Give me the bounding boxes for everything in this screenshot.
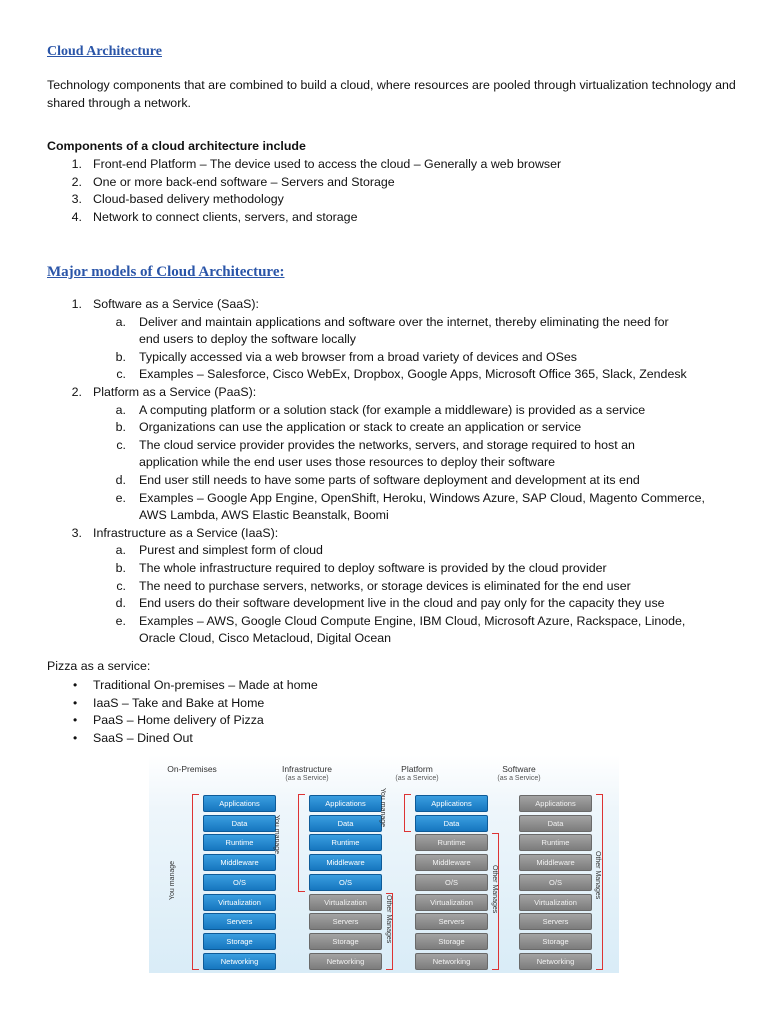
pizza-item: Traditional On-premises – Made at home [93, 678, 318, 692]
stack-layer: Applications [519, 795, 592, 812]
stack-layer: Data [203, 815, 276, 832]
column-title-text: On-Premises [167, 764, 217, 774]
stack-layer: Storage [203, 933, 276, 950]
models-heading: Major models of Cloud Architecture: [47, 264, 285, 280]
stack-layer: Runtime [309, 834, 382, 851]
sub-item-text: Typically accessed via a web browser from a broad variety of devices and OSes [139, 349, 578, 364]
model-title: Software as a Service (SaaS): [93, 297, 259, 311]
stack-layer: Middleware [203, 854, 276, 871]
intro-paragraph: Technology components that are combined to build a cloud, where resources are pooled through virtualization technology and shared through a network. [47, 78, 736, 110]
column-subtitle: (as a Service) [395, 775, 439, 782]
bullet-icon: • [73, 730, 78, 745]
other-manages-label: Other Manages [385, 895, 392, 944]
sub-item-letter: a. [115, 314, 126, 329]
stack-layer: Networking [203, 953, 276, 970]
bullet-icon: • [73, 678, 78, 692]
list-item: One or more back-end software – Servers and Storage [93, 174, 395, 189]
pizza-title: Pizza as a service: [47, 659, 151, 673]
stack-layer: Servers [309, 913, 382, 930]
column-title [267, 764, 347, 784]
sub-item-text: The cloud service provider provides the networks, servers, and storage required to host an [139, 437, 635, 452]
model-number: 1. [71, 297, 82, 311]
list-number: 1. [71, 157, 82, 171]
sub-item-letter: c. [116, 578, 126, 593]
model-title: Platform as a Service (PaaS): [93, 385, 257, 399]
stack-layer: Virtualization [415, 894, 488, 911]
stack-layer: Virtualization [203, 894, 276, 911]
sub-item-text: Examples – AWS, Google Cloud Compute Engine, IBM Cloud, Microsoft Azure, Rackspace, Linode, [139, 613, 686, 628]
stack-layer: Data [519, 815, 592, 832]
list-number: 4. [71, 209, 82, 224]
stack-layer: Applications [203, 795, 276, 812]
sub-item-text: Organizations can use the application or stack to create an application or service [139, 420, 582, 435]
list-item: Cloud-based delivery methodology [93, 192, 284, 207]
column-title-text: Platform [401, 764, 433, 774]
you-manage-label: You manage [379, 788, 386, 828]
stack-layer: Servers [519, 913, 592, 930]
list-number: 3. [71, 192, 82, 207]
sub-item-letter: b. [115, 561, 126, 575]
model-title: Infrastructure as a Service (IaaS): [93, 525, 279, 540]
pizza-item: IaaS – Take and Bake at Home [93, 695, 265, 710]
pizza-item: PaaS – Home delivery of Pizza [93, 713, 264, 728]
column-title [377, 764, 457, 784]
you-manage-bracket [298, 794, 305, 892]
stack-layer: Servers [415, 913, 488, 930]
stack-layer: Virtualization [309, 894, 382, 911]
sub-item-text: Examples – Google App Engine, OpenShift, Heroku, Windows Azure, SAP Cloud, Magento Commerce, [139, 490, 705, 505]
model-number: 2. [71, 385, 82, 399]
stack-layer: Storage [519, 933, 592, 950]
stack-layer: O/S [415, 874, 488, 891]
sub-item-letter: e. [115, 613, 126, 628]
stack-layer: Runtime [203, 834, 276, 851]
you-manage-label: You manage [273, 815, 280, 855]
stack-layer: Storage [415, 933, 488, 950]
other-manages-label: Other Manages [491, 865, 498, 914]
sub-item-letter: d. [115, 473, 126, 487]
stack-layer: Applications [415, 795, 488, 812]
stack-layer: Middleware [309, 854, 382, 871]
cloud-models-diagram [149, 755, 619, 973]
bullet-icon: • [73, 695, 78, 710]
stack-layer: Data [415, 815, 488, 832]
stack-layer: O/S [309, 874, 382, 891]
column-title [152, 764, 232, 774]
column-title-text: Software [502, 764, 536, 774]
sub-item-letter: e. [115, 490, 126, 505]
model-number: 3. [71, 525, 82, 540]
stack-layer: Middleware [415, 854, 488, 871]
sub-item-text: Examples – Salesforce, Cisco WebEx, Dropbox, Google Apps, Microsoft Office 365, Slack, Zendesk [139, 367, 687, 382]
sub-item-letter: a. [115, 402, 126, 417]
components-title: Components of a cloud architecture include [47, 139, 306, 153]
stack-layer: O/S [203, 874, 276, 891]
stack-layer: Networking [519, 953, 592, 970]
sub-item-text: Oracle Cloud, Cisco Metacloud, Digital Ocean [139, 631, 392, 646]
stack-layer: Networking [309, 953, 382, 970]
sub-item-text: application while the end user uses those resources to deploy their software [139, 455, 556, 470]
sub-item-text: The need to purchase servers, networks, or storage devices is eliminated for the end user [139, 578, 631, 593]
sub-item-text: Purest and simplest form of cloud [139, 543, 323, 558]
list-item: Network to connect clients, servers, and storage [93, 209, 358, 224]
stack-layer: Runtime [519, 834, 592, 851]
stack-layer: Networking [415, 953, 488, 970]
you-manage-bracket [404, 794, 411, 832]
list-number: 2. [71, 174, 82, 189]
you-manage-bracket [192, 794, 199, 970]
sub-item-text: end users to deploy the software locally [139, 332, 356, 347]
column-subtitle: (as a Service) [285, 775, 329, 782]
pizza-item: SaaS – Dined Out [93, 730, 193, 745]
sub-item-text: End user still needs to have some parts of software deployment and development at its end [139, 473, 640, 487]
sub-item-letter: c. [116, 367, 126, 382]
stack-layer: Virtualization [519, 894, 592, 911]
sub-item-letter: b. [115, 420, 126, 435]
stack-layer: O/S [519, 874, 592, 891]
sub-item-letter: d. [115, 596, 126, 611]
stack-layer: Applications [309, 795, 382, 812]
stack-layer: Middleware [519, 854, 592, 871]
other-manages-label: Other Manages [594, 851, 601, 900]
sub-item-letter: c. [116, 437, 126, 452]
list-item: Front-end Platform – The device used to access the cloud – Generally a web browser [93, 157, 562, 171]
page-heading: Cloud Architecture [47, 44, 162, 59]
stack-layer: Servers [203, 913, 276, 930]
bullet-icon: • [73, 713, 78, 728]
stack-layer: Data [309, 815, 382, 832]
column-title [479, 764, 559, 784]
sub-item-text: A computing platform or a solution stack (for example a middleware) is provided as a service [139, 402, 646, 417]
sub-item-text: The whole infrastructure required to deploy software is provided by the cloud provider [139, 561, 607, 575]
column-subtitle: (as a Service) [497, 775, 541, 782]
sub-item-letter: a. [115, 543, 126, 558]
stack-layer: Storage [309, 933, 382, 950]
stack-layer: Runtime [415, 834, 488, 851]
column-title-text: Infrastructure [281, 764, 333, 774]
sub-item-text: Deliver and maintain applications and software over the internet, thereby eliminating the need for [139, 314, 669, 329]
sub-item-text: AWS Lambda, AWS Elastic Beanstalk, Boomi [139, 508, 389, 523]
sub-item-letter: b. [115, 349, 126, 364]
sub-item-text: End users do their software development live in the cloud and pay only for the capacity they use [139, 596, 665, 611]
you-manage-label: You manage [169, 860, 176, 900]
